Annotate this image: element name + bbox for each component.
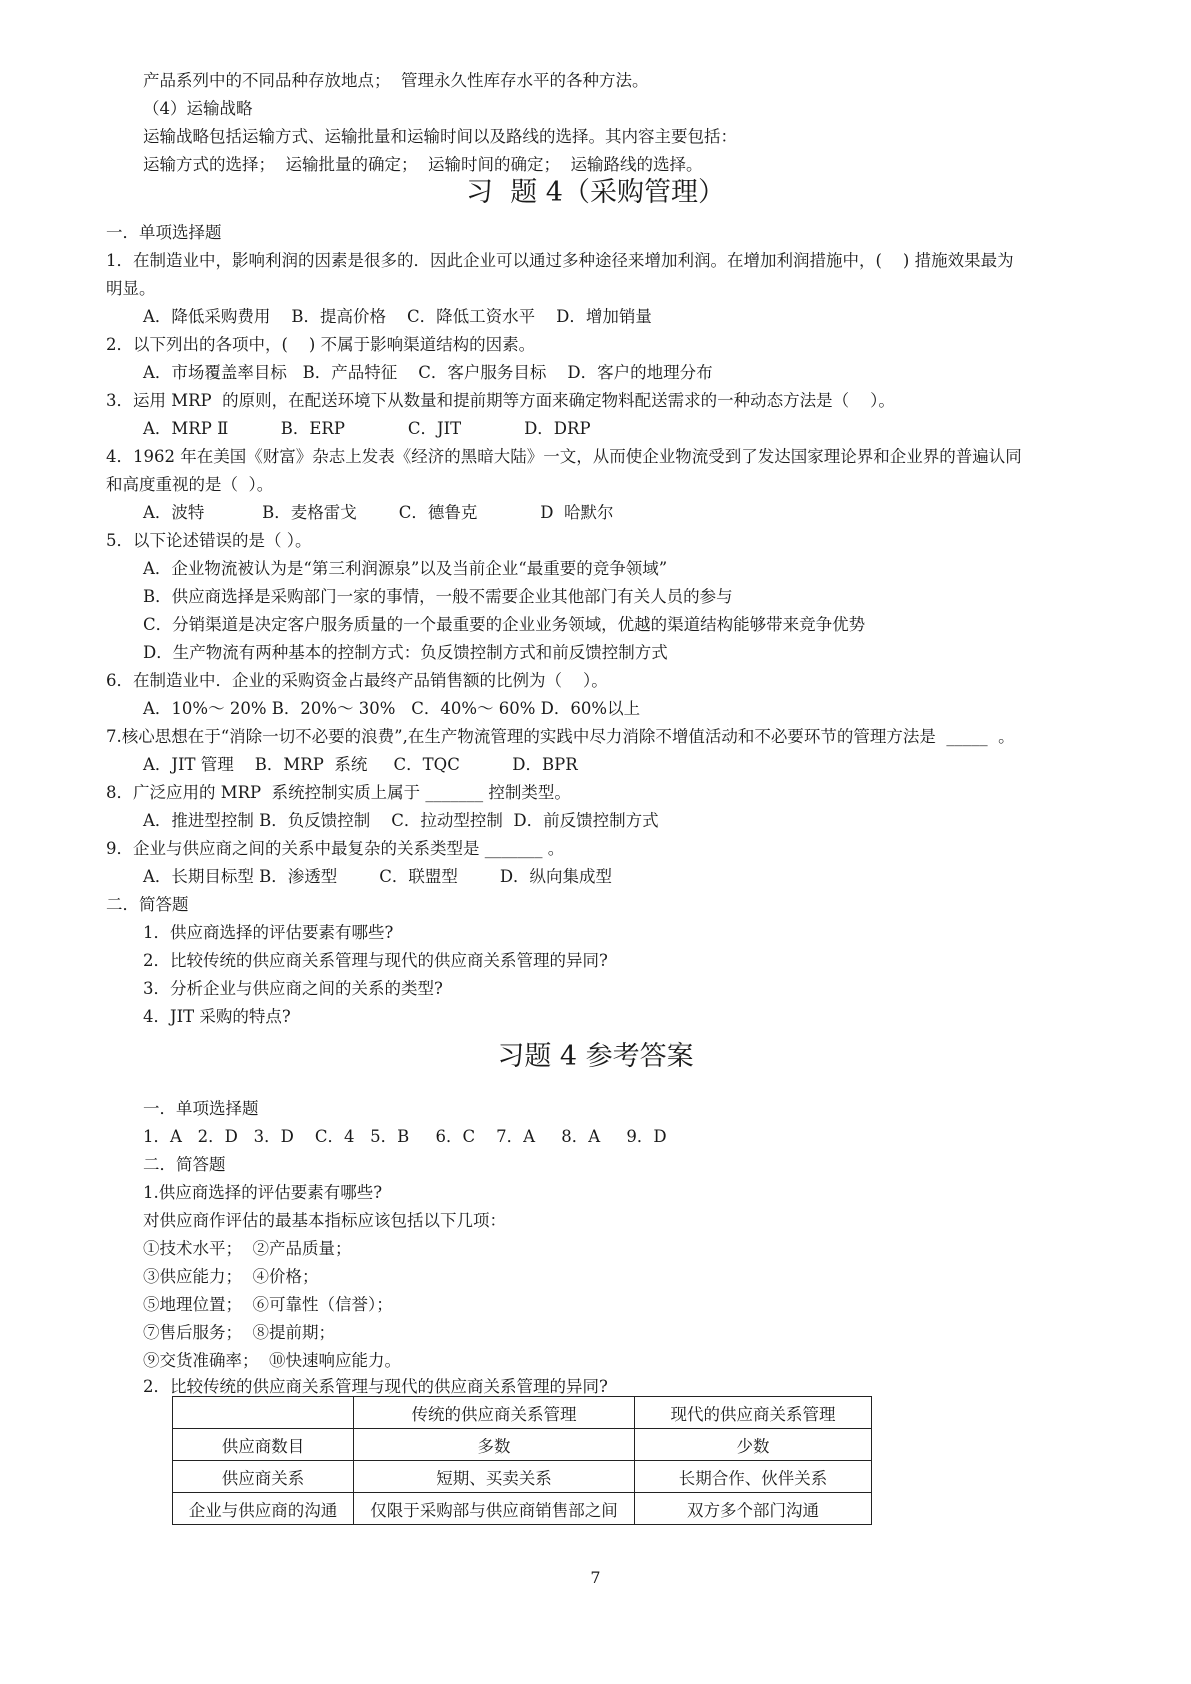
- question-6: 6．在制造业中．企业的采购资金占最终产品销售额的比例为（ ）。: [106, 671, 608, 690]
- table-cell: 企业与供应商的沟通: [173, 1493, 354, 1525]
- table-row: [173, 1461, 872, 1493]
- question-6-options: A．10%～ 20% B．20%～ 30% C．40%～ 60% D．60%以上: [143, 699, 641, 718]
- short-question-3: 3．分析企业与供应商之间的关系的类型?: [143, 979, 443, 998]
- exercise-title: 习 题 4（采购管理）: [466, 177, 725, 208]
- question-1-options: A．降低采购费用 B．提高价格 C．降低工资水平 D．增加销量: [143, 307, 652, 326]
- comparison-table: [172, 1396, 872, 1525]
- question-4: 4．1962 年在美国《财富》杂志上发表《经济的黑暗大陆》一文，从而使企业物流受到了发达国家理论界和企业界的普遍认同: [106, 447, 1022, 466]
- table-row: [173, 1493, 872, 1525]
- question-9-options: A．长期目标型 B．渗透型 C．联盟型 D．纵向集成型: [143, 867, 613, 886]
- question-8: 8．广泛应用的 MRP 系统控制实质上属于 _______ 控制类型。: [106, 783, 571, 802]
- question-8-options: A．推进型控制 B．负反馈控制 C．拉动型控制 D．前反馈控制方式: [143, 811, 659, 830]
- question-5-option-a: A．企业物流被认为是“第三利润源泉”以及当前企业“最重要的竞争领域”: [143, 559, 668, 578]
- top-line-3: 运输方式的选择； 运输批量的确定； 运输时间的确定； 运输路线的选择。: [143, 155, 703, 174]
- table-header-row: [173, 1397, 872, 1429]
- table-cell: 仅限于采购部与供应商销售部之间: [354, 1493, 635, 1525]
- table-cell: 多数: [354, 1429, 635, 1461]
- question-3-options: A．MRP Ⅱ B．ERP C．JIT D．DRP: [143, 419, 591, 438]
- question-3: 3．运用 MRP 的原则，在配送环境下从数量和提前期等方面来确定物料配送需求的一种动态方法是（ ）。: [106, 391, 895, 410]
- question-4-options: A．波特 B．麦格雷戈 C．德鲁克 D 哈默尔: [143, 503, 614, 522]
- short-question-1: 1．供应商选择的评估要素有哪些?: [143, 923, 394, 942]
- top-heading-4: （4）运输战略: [143, 99, 253, 118]
- question-2: 2．以下列出的各项中，( ) 不属于影响渠道结构的因素。: [106, 335, 536, 354]
- question-7-options: A．JIT 管理 B．MRP 系统 C．TQC D．BPR: [143, 755, 578, 774]
- table-row: [173, 1429, 872, 1461]
- answer-q1-item-1: ①技术水平； ②产品质量；: [143, 1239, 352, 1258]
- table-cell: 双方多个部门沟通: [635, 1493, 872, 1525]
- question-7: 7.核心思想在于“消除一切不必要的浪费”,在生产物流管理的实践中尽力消除不增值活动和不必要环节的管理方法是 _____ 。: [106, 727, 1015, 746]
- page-number: 7: [590, 1568, 601, 1587]
- question-9: 9．企业与供应商之间的关系中最复杂的关系类型是 _______ 。: [106, 839, 565, 858]
- answer-q1-item-4: ⑦售后服务； ⑧提前期；: [143, 1323, 335, 1342]
- table-cell: 短期、买卖关系: [354, 1461, 635, 1493]
- question-5-option-c: C．分销渠道是决定客户服务质量的一个最重要的企业业务领域，优越的渠道结构能够带来竞争优势: [143, 615, 866, 634]
- short-question-4: 4．JIT 采购的特点?: [143, 1007, 291, 1026]
- section2-heading: 二．简答题: [106, 895, 189, 914]
- question-5-option-b: B．供应商选择是采购部门一家的事情，一般不需要企业其他部门有关人员的参与: [143, 587, 733, 606]
- question-1-cont: 明显。: [106, 279, 156, 298]
- table-cell: 供应商数目: [173, 1429, 354, 1461]
- question-1: 1．在制造业中，影响利润的因素是很多的．因此企业可以通过多种途径来增加利润。在增加利润措施中，( ) 措施效果最为: [106, 251, 1014, 270]
- short-question-2: 2．比较传统的供应商关系管理与现代的供应商关系管理的异同?: [143, 951, 608, 970]
- answer-q1-item-2: ③供应能力； ④价格；: [143, 1267, 319, 1286]
- top-line-2: 运输战略包括运输方式、运输批量和运输时间以及路线的选择。其内容主要包括：: [143, 127, 737, 146]
- table-cell: 长期合作、伙伴关系: [635, 1461, 872, 1493]
- answer-title: 习题 4 参考答案: [497, 1041, 694, 1072]
- answer-section2-heading: 二．简答题: [143, 1155, 226, 1174]
- answer-q1-intro: 对供应商作评估的最基本指标应该包括以下几项：: [143, 1211, 506, 1230]
- answer-q2: 2．比较传统的供应商关系管理与现代的供应商关系管理的异同?: [143, 1377, 608, 1396]
- table-header-cell: [173, 1397, 354, 1429]
- answer-choices: 1．A 2．D 3．D C．4 5．B 6．C 7．A 8．A 9．D: [143, 1127, 667, 1146]
- answer-q1-item-5: ⑨交货准确率； ⑩快速响应能力。: [143, 1351, 401, 1370]
- answer-q1-item-3: ⑤地理位置； ⑥可靠性（信誉）；: [143, 1295, 393, 1314]
- table-cell: 供应商关系: [173, 1461, 354, 1493]
- answer-section1-heading: 一．单项选择题: [143, 1099, 259, 1118]
- question-5-option-d: D．生产物流有两种基本的控制方式：负反馈控制方式和前反馈控制方式: [143, 643, 668, 662]
- answer-q1: 1.供应商选择的评估要素有哪些?: [143, 1183, 383, 1202]
- table-header-cell: 现代的供应商关系管理: [635, 1397, 872, 1429]
- question-5: 5．以下论述错误的是（ ）。: [106, 531, 312, 550]
- question-2-options: A．市场覆盖率目标 B．产品特征 C．客户服务目标 D．客户的地理分布: [143, 363, 713, 382]
- top-line-1: 产品系列中的不同品种存放地点； 管理永久性库存水平的各种方法。: [143, 71, 649, 90]
- table-cell: 少数: [635, 1429, 872, 1461]
- section1-heading: 一．单项选择题: [106, 223, 222, 242]
- question-4-cont: 和高度重视的是（ ）。: [106, 475, 274, 494]
- table-header-cell: 传统的供应商关系管理: [354, 1397, 635, 1429]
